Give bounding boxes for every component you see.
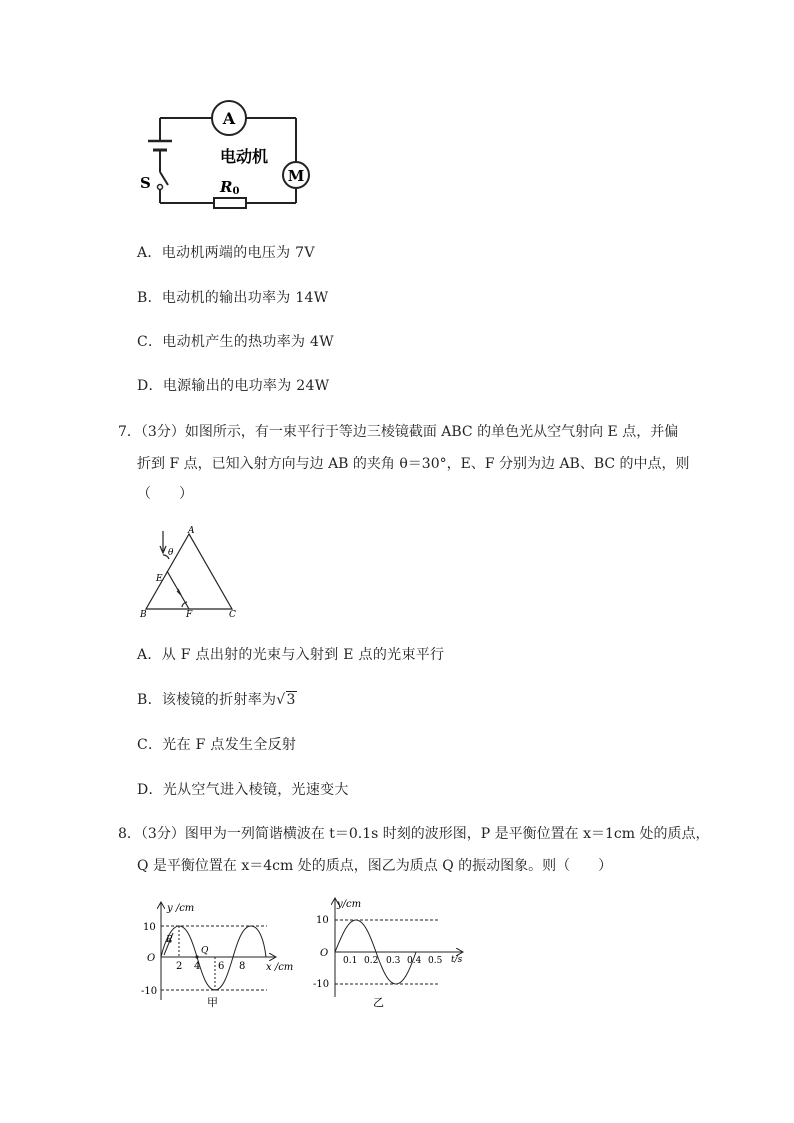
- q7-stem-line3: （ ）: [137, 486, 193, 502]
- jia-xtick-4: 4: [194, 961, 201, 972]
- yi-xtick-0.4: 0.4: [407, 956, 422, 966]
- q7-option-b-text: B．该棱镜的折射率为: [137, 692, 277, 708]
- yi-caption: 乙: [373, 996, 384, 1009]
- jia-xtick-8: 8: [239, 961, 246, 972]
- jia-y-label: y /cm: [167, 903, 195, 914]
- yi-xtick-0.5: 0.5: [428, 956, 443, 966]
- switch-label: S: [140, 174, 151, 192]
- wave-graph-jia: [135, 895, 305, 1015]
- motor-text-label: 电动机: [220, 147, 269, 166]
- jia-ytick-neg10: -10: [141, 986, 158, 997]
- yi-ytick-10: 10: [316, 915, 329, 926]
- prism-diagram: [130, 525, 250, 620]
- yi-y-label: y/cm: [337, 899, 362, 910]
- q7-stem-line1: 7．（3分）如图所示，有一束平行于等边三棱镜截面 ABC 的单色光从空气射向 E 点，并偏: [118, 424, 679, 440]
- jia-ytick-10: 10: [143, 922, 156, 933]
- circuit-diagram: [130, 100, 330, 220]
- q7-option-d: D．光从空气进入棱镜，光速变大: [137, 782, 349, 798]
- vertex-a: A: [188, 526, 195, 536]
- yi-origin: O: [320, 948, 329, 959]
- ammeter-label: A: [222, 109, 236, 128]
- point-e: E: [156, 574, 163, 584]
- q7-stem-line2: 折到 F 点，已知入射方向与边 AB 的夹角 θ＝30°，E、F 分别为边 AB、BC 的中点，则: [137, 456, 690, 472]
- yi-xtick-0.3: 0.3: [386, 956, 401, 966]
- angle-theta: θ: [168, 548, 174, 558]
- vibration-graph-yi: [310, 895, 475, 1015]
- jia-xtick-6: 6: [218, 961, 225, 972]
- sqrt-radicand: 3: [286, 692, 296, 708]
- q7-option-a: A．从 F 点出射的光束与入射到 E 点的光束平行: [137, 647, 445, 663]
- point-p: P: [166, 935, 173, 945]
- yi-xtick-0.2: 0.2: [364, 956, 379, 966]
- q7-option-b: [137, 689, 297, 709]
- yi-x-label: t/s: [451, 955, 463, 965]
- point-f: F: [186, 610, 193, 620]
- jia-xtick-2: 2: [176, 961, 183, 972]
- jia-x-label: x /cm: [266, 962, 294, 973]
- jia-origin: O: [147, 953, 156, 964]
- vertex-b: B: [140, 610, 147, 620]
- sqrt-symbol: √3: [276, 692, 296, 708]
- q8-stem-line1: 8．（3分）图甲为一列简谐横波在 t＝0.1s 时刻的波形图，P 是平衡位置在 x＝1cm 处的质点，: [118, 826, 710, 842]
- q6-option-a: A．电动机两端的电压为 7V: [137, 245, 315, 261]
- q7-option-c: C．光在 F 点发生全反射: [137, 737, 297, 753]
- point-q: Q: [201, 946, 209, 956]
- q6-option-d: D．电源输出的电功率为 24W: [137, 378, 330, 394]
- yi-xtick-0.1: 0.1: [343, 956, 358, 966]
- q6-option-b: B．电动机的输出功率为 14W: [137, 290, 329, 306]
- yi-ytick-neg10: -10: [313, 979, 330, 990]
- q6-option-c: C．电动机产生的热功率为 4W: [137, 334, 334, 350]
- vertex-c: C: [229, 610, 236, 620]
- resistor-symbol: [214, 198, 246, 208]
- resistor-label: R0: [220, 178, 240, 197]
- jia-caption: 甲: [207, 996, 218, 1009]
- motor-label: M: [287, 167, 305, 185]
- q8-stem-line2: Q 是平衡位置在 x＝4cm 处的质点，图乙为质点 Q 的振动图象。则（ ）: [137, 858, 613, 874]
